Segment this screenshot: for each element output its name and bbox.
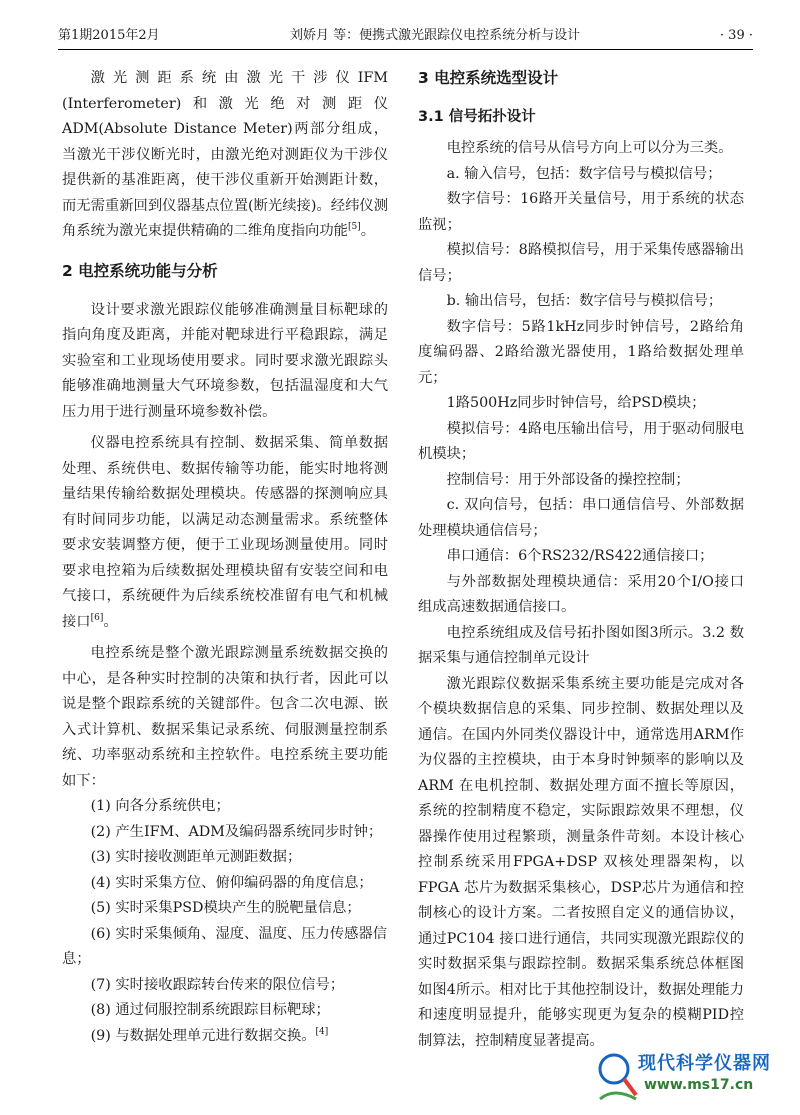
list-item: (6) 实时采集倾角、湿度、温度、压力传感器信息； — [62, 925, 388, 967]
intro-ref: [5] — [347, 222, 361, 233]
signal-line: 数字信号：16路开关量信号，用于系统的状态监视； — [418, 191, 744, 233]
list-ref: [4] — [315, 1026, 329, 1037]
signal-line: 串口通信：6个RS232/RS422通信接口； — [446, 548, 714, 564]
signal-line: a. 输入信号，包括：数字信号与模拟信号； — [446, 165, 722, 182]
list-item: (1) 向各分系统供电； — [90, 798, 230, 814]
signal-line: 控制信号：用于外部设备的操控控制； — [446, 471, 690, 488]
functions-ref: [6] — [90, 612, 104, 623]
list-item: (2) 产生IFM、ADM及编码器系统同步时钟； — [90, 823, 383, 840]
list-item: (5) 实时采集PSD模块产生的脱靶量信息； — [90, 900, 361, 916]
signal-line: c. 双向信号，包括：串口通信信号、外部数据处理模块通信信号； — [418, 497, 744, 539]
signal-line: 电控系统组成及信号拓扑图如图3所示。3.2 数据采集与通信控制单元设计 — [418, 624, 744, 666]
watermark-name: 现代科学仪器网 — [638, 1053, 771, 1074]
intro-text: 激光测距系统由激光干涉仪IFM (Interferometer)和激光绝对测距仪ADM(Absolute Distance Meter)两部分组成，当激光干涉仪断光时，由激光绝对测距仪为干涉仪提供新的基准距离，使干涉仪重新开始测距计数，而无需重新回到仪器基点位置(断光续接)。经纬仪测角系统为激光束提供精确的二维角度指向功能 — [62, 70, 388, 239]
list-item: (7) 实时接收跟踪转台传来的限位信号； — [90, 976, 345, 993]
paragraph-data-acquisition: 激光跟踪仪数据采集系统主要功能是完成对各个模块数据信息的采集、同步控制、数据处理以及通信。在国内外同类仪器设计中，通常选用ARM作为仪器的主控模块，由于本身时钟频率的影响以及ARM 在电机控制、数据处理方面不擅长等原因，系统的控制精度不稳定，实际跟踪效果不理想，仪器操作使用过程繁琐，测量条件苛刻。本设计核心控制系统采用FPGA+DSP 双核处理器架构，以 FPGA 芯片为数据采集核心，DSP芯片为通信和控制核心的设计方案。二者按照自定义的通信协议，通过PC104 接口进行通信，共同实现激光跟踪仪的实时数据采集与跟踪控制。数据采集系统总体框图如图4所示。相对比于其他控制设计，数据处理能力和速度明显提升，能够实现更为复杂的模糊PID控制算法，控制精度显著提高。 — [418, 675, 744, 1049]
watermark-url: www.ms17.cn — [644, 1077, 754, 1093]
signal-line: b. 输出信号，包括：数字信号与模拟信号； — [446, 293, 723, 309]
list-item: (3) 实时接收测距单元测距数据； — [90, 849, 302, 865]
signal-line: 模拟信号：8路模拟信号，用于采集传感器输出信号； — [418, 242, 744, 284]
list-item-text: (9) 与数据处理单元进行数据交换。 — [90, 1027, 316, 1044]
signal-line: 与外部数据处理模块通信：采用20个I/O接口组成高速数据通信接口。 — [418, 573, 744, 615]
intro-end: 。 — [360, 223, 375, 239]
left-column — [62, 66, 388, 1049]
list-item-last — [62, 1024, 388, 1050]
paragraph-core: 电控系统是整个激光跟踪测量系统数据交换的中心，是各种实时控制的决策和执行者，因此可以说是整个跟踪系统的关键部件。包含二次电源、嵌入式计算机、数据采集记录系统、伺服测量控制系统、功率驱动系统和主控软件。电控系统主要功能如下： — [62, 645, 388, 789]
issue-label: 第1期2015年2月 — [58, 28, 160, 43]
signal-line: 1路500Hz同步时钟信号，给PSD模块； — [446, 395, 706, 411]
functions-end: 。 — [103, 613, 118, 630]
section-2-heading: 2 电控系统功能与分析 — [62, 261, 218, 280]
paragraph-requirements: 设计要求激光跟踪仪能够准确测量目标靶球的指向角度及距离，并能对靶球进行平稳跟踪，满足实验室和工业现场使用要求。同时要求激光跟踪头能够准确地测量大气环境参数，包括温湿度和大气压力用于进行测量环境参数补偿。 — [62, 301, 388, 420]
site-logo — [592, 1047, 644, 1105]
section-3-heading: 3 电控系统选型设计 — [418, 69, 559, 87]
running-header — [58, 26, 753, 46]
signal-line: 模拟信号：4路电压输出信号，用于驱动伺服电机模块； — [418, 420, 744, 462]
signal-line: 电控系统的信号从信号方向上可以分为三类。 — [446, 140, 733, 156]
right-column — [418, 66, 744, 1054]
functions-text: 仪器电控系统具有控制、数据采集、简单数据处理、系统供电、数据传输等功能，能实时地将测量结果传输给数据处理模块。传感器的探测响应具有时间同步功能，以满足动态测量需求。系统整体要求安装调整方便，便于工业现场测量使用。同时要求电控箱为后续数据处理模块留有安装空间和电气接口，系统硬件为后续系统校准留有电气和机械接口 — [62, 435, 388, 630]
section-3-1-heading: 3.1 信号拓扑设计 — [418, 109, 536, 125]
running-title: 刘娇月 等：便携式激光跟踪仪电控系统分析与设计 — [290, 28, 581, 43]
list-item: (4) 实时采集方位、俯仰编码器的角度信息； — [90, 874, 373, 891]
intro-paragraph — [62, 66, 388, 245]
page-number: · 39 · — [719, 28, 753, 43]
header-rule — [58, 49, 753, 50]
list-item: (8) 通过伺服控制系统跟踪目标靶球； — [90, 1002, 330, 1018]
watermark — [592, 1047, 792, 1107]
signal-line: 数字信号：5路1kHz同步时钟信号，2路给角度编码器、2路给激光器使用，1路给数据处理单元； — [418, 318, 744, 386]
paragraph-functions — [62, 431, 388, 635]
